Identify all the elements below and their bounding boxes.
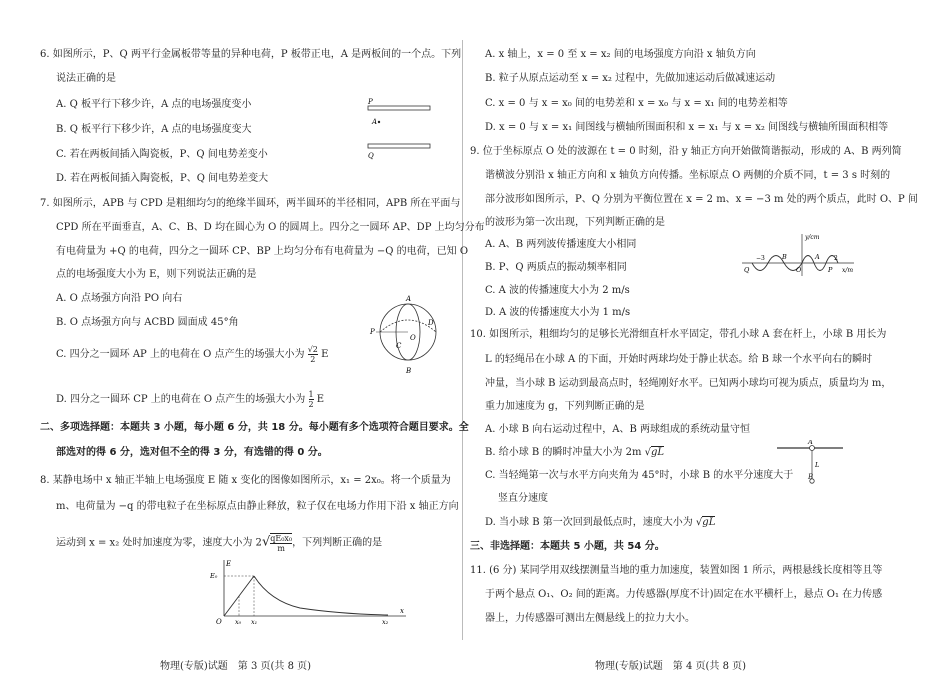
- label-b: B: [782, 253, 787, 261]
- q11-stem-1: 11. (6 分) 某同学用双线摆测量当地的重力加速度，装置如图 1 所示，两根悬线长度相等且等: [470, 565, 883, 576]
- q8-radical-fraction: [270, 533, 292, 553]
- label-e: E: [226, 560, 232, 568]
- label-o: O: [410, 334, 416, 342]
- q8-stem-3-text: 运动到 x = x₂ 处时加速度为零，速度大小为 2: [56, 537, 262, 549]
- q9-stem-2: 谐横波分别沿 x 轴正方向和 x 轴负方向传播。坐标原点 O 两侧的介质不同，t = 3 s 时刻的: [485, 170, 891, 181]
- plate-q: [368, 144, 430, 148]
- q10-d-radicand: gL: [702, 517, 716, 528]
- label-e0: E₀: [210, 572, 218, 580]
- q10-option-b: [485, 446, 664, 460]
- q7-c-numerator: √2: [307, 345, 318, 354]
- q9-wave-figure: [738, 230, 858, 280]
- label-p: P: [370, 328, 375, 336]
- sqrt-sign: √: [695, 517, 703, 528]
- q6-stem: 6. 如图所示，P、Q 两平行金属板带等量的异种电荷，P 板带正电，A 是两板间的一个点。下列: [40, 49, 462, 60]
- q11-stem-3: 器上，力传感器可测出左侧悬线上的拉力大小。: [485, 613, 695, 624]
- q7-option-c-text: C. 四分之一圆环 AP 上的电荷在 O 点产生的场强大小为: [56, 349, 305, 360]
- label-q: Q: [368, 152, 374, 160]
- q10-option-a: A. 小球 B 向右运动过程中，A、B 两球组成的系统动量守恒: [485, 424, 751, 435]
- q7-d-fraction: [309, 390, 314, 409]
- q8-stem-3-end: ，下列判断正确的是: [292, 537, 383, 549]
- label-d: D: [428, 319, 434, 327]
- column-divider: [462, 40, 463, 640]
- q9-option-c: C. A 波的传播速度大小为 2 m/s: [485, 285, 630, 296]
- q7-option-c: [56, 345, 328, 364]
- q8-stem-2: m、电荷量为 −q 的带电粒子在坐标原点由静止释放，粒子仅在电场力作用下沿 x 轴正方向: [56, 501, 459, 512]
- q8-option-a: A. x 轴上，x = 0 至 x = x₂ 间的电场强度方向沿 x 轴负方向: [485, 49, 756, 60]
- label-a: A: [406, 295, 412, 303]
- q6-option-c: C. 若在两板间插入陶瓷板，P、Q 间电势差变小: [56, 149, 268, 160]
- label-a: A: [808, 440, 813, 446]
- section3-title: 三、非选择题：本题共 5 小题，共 54 分。: [470, 541, 665, 552]
- ball-a: [810, 446, 815, 451]
- q7-stem-4: 点的电场强度大小为 E，则下列说法正确的是: [56, 269, 257, 280]
- q9-stem-3: 部分波形如图所示，P、Q 分别为平衡位置在 x = 2 m、x = −3 m 处的两个质点，此时 O、P 间: [485, 194, 918, 205]
- q9-stem-4: 的波形为第一次出现，下列判断正确的是: [485, 217, 665, 228]
- q10-option-d-text: D. 当小球 B 第一次回到最低点时，速度大小为: [485, 517, 693, 528]
- plate-p: [368, 106, 430, 110]
- q6-option-d: D. 若在两板间插入陶瓷板，P、Q 间电势差变大: [56, 173, 269, 184]
- q9-option-d: D. A 波的传播速度大小为 1 m/s: [485, 307, 631, 318]
- q7-option-d: [56, 390, 324, 409]
- label-x0: x₀: [235, 618, 242, 626]
- q10-stem-4: 重力加速度为 g，下列判断正确的是: [485, 401, 645, 412]
- q6-stem-cont: 说法正确的是: [56, 73, 116, 84]
- q6-option-b: B. Q 板平行下移少许，A 点的电场强度变大: [56, 124, 252, 135]
- label-l: L: [815, 461, 820, 469]
- q9-option-a: A. A、B 两列波传播速度大小相同: [485, 239, 637, 250]
- label-b: B: [406, 367, 412, 375]
- q9-stem-1: 9. 位于坐标原点 O 处的波源在 t = 0 时刻，沿 y 轴正方向开始做简谐振动，形成的 A、B 两列简: [470, 146, 902, 157]
- q8-option-b: B. 粒子从原点运动至 x = x₂ 过程中，先做加速运动后做减速运动: [485, 73, 776, 84]
- q7-d-unit: E: [316, 394, 325, 405]
- q9-option-b: B. P、Q 两质点的振动频率相同: [485, 262, 627, 273]
- point-a: [378, 121, 380, 123]
- q7-d-numerator: 1: [308, 390, 314, 399]
- q10-option-b-text: B. 给小球 B 的瞬时冲量大小为 2m: [485, 447, 642, 458]
- decay-curve: [254, 576, 388, 615]
- q6-plates-figure: [362, 96, 436, 164]
- label-x: x/m: [842, 267, 854, 274]
- q10-stem-1: 10. 如图所示，粗细均匀的足够长光滑细直杆水平固定，带孔小球 A 套在杆上，小球 B 用长为: [470, 329, 887, 340]
- label-2: 2: [834, 255, 838, 262]
- label-m3: −3: [756, 255, 765, 262]
- q7-option-a: A. O 点场强方向沿 PO 向右: [56, 293, 183, 304]
- q10-b-radicand: gL: [651, 447, 665, 458]
- label-c: C: [396, 342, 402, 350]
- q8-option-d: D. x = 0 与 x = x₁ 间图线与横轴所围面积和 x = x₁ 与 x = x₂ 间图线与横轴所围面积相等: [485, 122, 889, 133]
- q7-rings-figure: [368, 288, 438, 378]
- label-o: O: [216, 618, 222, 626]
- q8-rad-denominator: m: [277, 544, 285, 553]
- label-y: y/cm: [805, 234, 820, 241]
- sqrt-sign: √: [261, 534, 271, 550]
- q7-stem-3: 有电荷量为 +Q 的电荷，四分之一圆环 CP、BP 上均匀分布有电荷量为 −Q 的电荷，已知 O: [56, 246, 469, 257]
- q11-stem-2: 于两个悬点 O₁、O₂ 间的距离。力传感器(厚度不计)固定在水平横杆上，悬点 O₁ 在力传感: [485, 589, 883, 600]
- q10-stem-2: L 的轻绳吊在小球 A 的下面，开始时两球均处于静止状态。给 B 球一个水平向右的瞬时: [485, 354, 873, 365]
- label-b: B: [808, 473, 814, 481]
- section2-title-cont: 部选对的得 6 分，选对但不全的得 3 分，有选错的得 0 分。: [56, 447, 328, 458]
- q8-stem-3: [56, 533, 382, 553]
- page-footer-left: 物理(专版)试题 第 3 页(共 8 页): [160, 661, 312, 672]
- label-q: Q: [744, 266, 750, 274]
- q7-c-denominator: 2: [310, 355, 316, 364]
- q6-option-a: A. Q 板平行下移少许，A 点的电场强度变小: [56, 99, 252, 110]
- q7-stem-1: 7. 如图所示，APB 与 CPD 是粗细均匀的绝缘半圆环，两半圆环的半径相同，APB 所在平面与: [40, 198, 461, 209]
- q10-option-c-cont: 竖直分速度: [498, 493, 548, 504]
- q7-d-denominator: 2: [308, 400, 314, 409]
- section2-title: 二、多项选择题：本题共 3 小题，每小题 6 分，共 18 分。每小题有多个选项符合题目要求。全: [40, 422, 469, 433]
- q10-stem-3: 冲量，当小球 B 运动到最高点时，轻绳刚好水平。已知两小球均可视为质点，质量均为 m，: [485, 378, 892, 389]
- label-x: x: [400, 607, 404, 615]
- q7-option-d-text: D. 四分之一圆环 CP 上的电荷在 O 点产生的场强大小为: [56, 394, 306, 405]
- q8-e-x-graph: [210, 556, 410, 626]
- page-footer-right: 物理(专版)试题 第 4 页(共 8 页): [595, 661, 747, 672]
- q10-option-c: C. 当轻绳第一次与水平方向夹角为 45°时，小球 B 的水平分速度大于: [485, 470, 794, 481]
- q7-option-b: B. O 点场强方向与 ACBD 圆面成 45°角: [56, 317, 239, 328]
- label-x2: x₂: [382, 618, 389, 626]
- q7-c-unit: E: [321, 349, 329, 360]
- label-a: A: [372, 118, 378, 126]
- q7-c-fraction: [308, 345, 318, 364]
- label-p: P: [828, 266, 833, 274]
- label-p: P: [368, 98, 373, 106]
- label-x1: x₁: [251, 618, 258, 626]
- q10-option-d: [485, 516, 715, 530]
- q8-stem-1: 8. 某静电场中 x 轴正半轴上电场强度 E 随 x 变化的图像如图所示，x₁ = 2x₀。将一个质量为: [40, 475, 451, 486]
- q7-stem-2: CPD 所在平面垂直，A、C、B、D 均在圆心为 O 的圆周上。四分之一圆环 AP、DP 上均匀分布: [56, 222, 485, 233]
- label-a: A: [815, 253, 820, 261]
- q8-option-c: C. x = 0 与 x = x₀ 间的电势差和 x = x₀ 与 x = x₁ 间的电势差相等: [485, 98, 788, 109]
- q8-rad-numerator: qE₀x₀: [270, 534, 293, 543]
- label-o: O: [796, 266, 802, 274]
- sqrt-sign: √: [644, 447, 651, 458]
